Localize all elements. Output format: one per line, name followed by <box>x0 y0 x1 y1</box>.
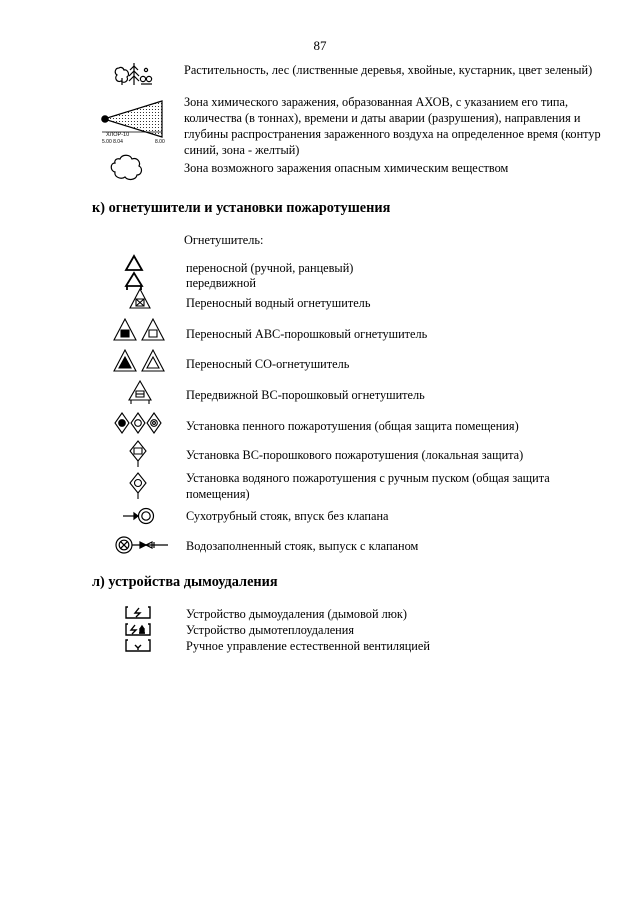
manual-ventilation-icon <box>124 638 152 653</box>
mobile-bc-powder-extinguisher-text: Передвижной ВС-порошковый огнетушитель <box>186 388 425 402</box>
chemical-zone-time-left: 5.00 8.04 <box>102 139 123 145</box>
smoke-heat-exhaust-text: Устройство дымотеплоудаления <box>186 623 354 637</box>
cloud-contour-icon <box>110 152 146 184</box>
smoke-heat-exhaust-icon <box>124 622 152 637</box>
bc-powder-installation-text: Установка ВС-порошкового пожаротушения (локальная защита) <box>186 448 524 462</box>
water-installation-text: Установка водяного пожаротушения с ручным пуском (общая защита помещения) <box>186 471 550 501</box>
co2-extinguisher-text: Переносный СО-огнетушитель <box>186 357 350 371</box>
abc-powder-extinguisher-icon <box>113 318 165 342</box>
foam-installation-icon <box>114 412 162 434</box>
chemical-zone-text: Зона химического заражения, образованная АХОВ, с указанием его типа, количества (в тоннах), времени и даты аварии (разрушения), направления и глубины распространения зараженного воздуха на определенное время (контур синий, зона - желтый) <box>184 95 601 157</box>
chemical-zone-icon <box>100 96 178 148</box>
portable-extinguisher-text: переносной (ручной, ранцевый) <box>186 261 354 275</box>
vegetation-text: Растительность, лес (лиственные деревья, хвойные, кустарник, цвет зеленый) <box>184 63 593 77</box>
foam-installation-text: Установка пенного пожаротушения (общая защита помещения) <box>186 419 519 433</box>
chemical-zone-time-right: 8.00 <box>155 139 165 145</box>
water-installation-icon <box>128 472 148 500</box>
mobile-bc-powder-extinguisher-icon <box>127 380 153 406</box>
mobile-extinguisher-text: передвижной <box>186 276 256 290</box>
bc-powder-installation-icon <box>128 440 148 468</box>
wet-standpipe-icon <box>114 534 170 556</box>
dry-standpipe-text: Сухотрубный стояк, впуск без клапана <box>186 509 389 523</box>
vegetation-icon <box>112 58 162 88</box>
page-number: 87 <box>313 38 327 53</box>
water-extinguisher-icon <box>128 288 152 310</box>
smoke-hatch-icon <box>124 605 152 620</box>
abc-powder-extinguisher-text: Переносный АВС-порошковый огнетушитель <box>186 327 428 341</box>
possible-zone-text: Зона возможного заражения опасным химическим веществом <box>184 161 509 175</box>
section-l-title: л) устройства дымоудаления <box>92 574 278 590</box>
chemical-zone-label: ХЛОР-10 <box>106 132 130 138</box>
extinguisher-subheading: Огнетушитель: <box>184 233 264 247</box>
co2-extinguisher-icon <box>113 349 165 373</box>
wet-standpipe-text: Водозаполненный стояк, выпуск с клапаном <box>186 539 419 553</box>
smoke-hatch-text: Устройство дымоудаления (дымовой люк) <box>186 607 407 621</box>
manual-ventilation-text: Ручное управление естественной вентиляцией <box>186 639 430 653</box>
water-extinguisher-text: Переносный водный огнетушитель <box>186 296 371 310</box>
section-k-title: к) огнетушители и установки пожаротушения <box>92 200 391 216</box>
dry-standpipe-icon <box>122 506 156 526</box>
